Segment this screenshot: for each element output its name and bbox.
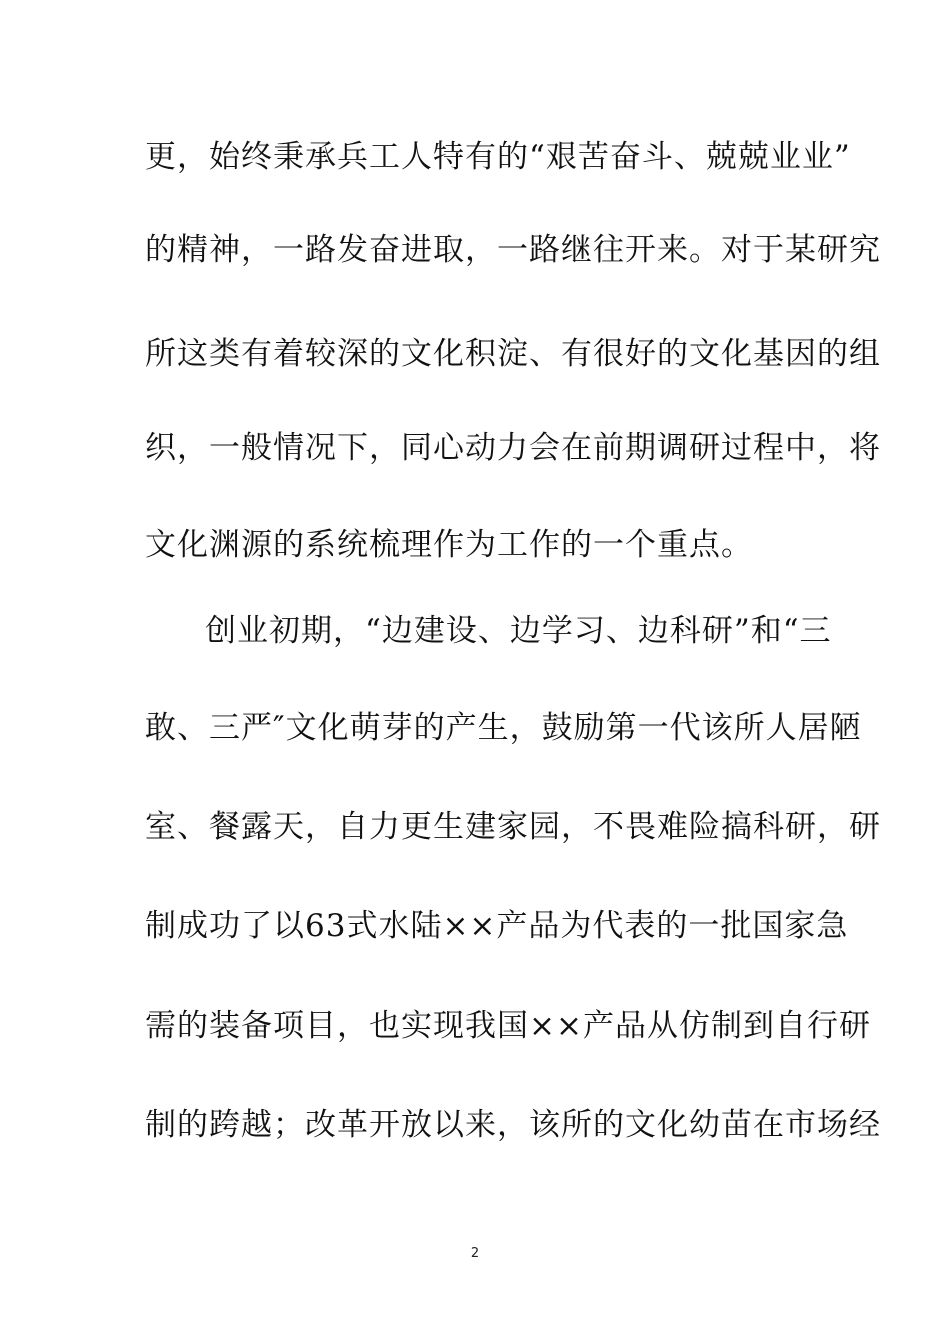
text-line: 制的跨越；改革开放以来，该所的文化幼苗在市场经 [145, 1107, 881, 1143]
text-line: 室、餐露天，自力更生建家园，不畏难险搞科研，研 [145, 809, 881, 845]
text-line: 所这类有着较深的文化积淀、有很好的文化基因的组 [145, 336, 881, 372]
text-line: 更，始终秉承兵工人特有的“艰苦奋斗、兢兢业业” [145, 139, 851, 175]
text-line: 敢、三严″文化萌芽的产生，鼓励第一代该所人居陋 [145, 710, 862, 746]
paragraph-first-line: 创业初期，“边建设、边学习、边科研”和“三 [205, 613, 832, 649]
text-line: 的精神，一路发奋进取，一路继往开来。对于某研究 [145, 232, 881, 268]
text-line: 制成功了以63式水陆××产品为代表的一批国家急 [145, 908, 849, 944]
text-line: 文化渊源的系统梳理作为工作的一个重点。 [145, 527, 753, 563]
text-line: 织，一般情况下，同心动力会在前期调研过程中，将 [145, 430, 881, 466]
text-line: 需的装备项目，也实现我国××产品从仿制到自行研 [145, 1008, 871, 1044]
page-number: 2 [470, 1246, 480, 1261]
